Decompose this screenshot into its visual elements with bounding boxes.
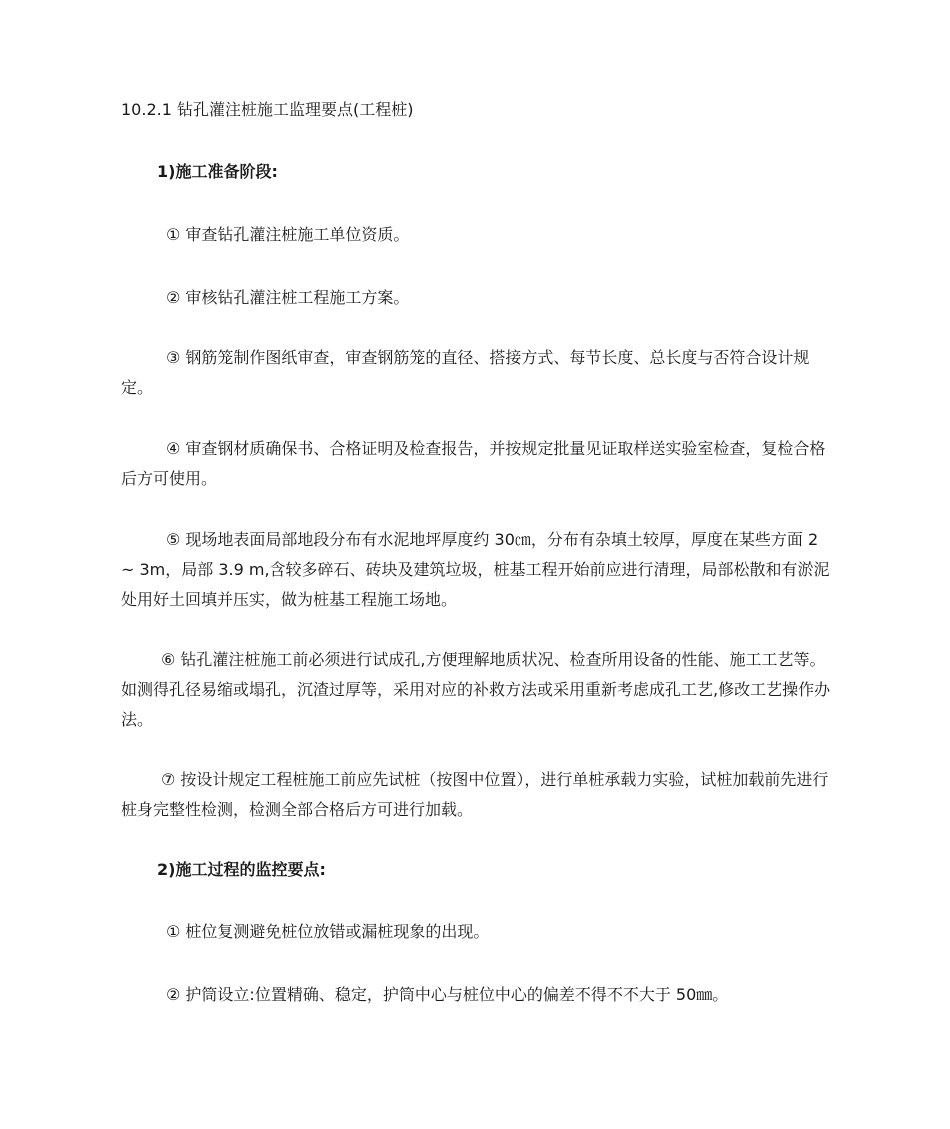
list-item: ① 桩位复测避免桩位放错或漏桩现象的出现。 <box>166 922 490 941</box>
list-item: ④ 审查钢材质确保书、合格证明及检查报告，并按规定批量见证取样送实验室检查，复检合格后方可使用。 <box>121 439 826 488</box>
list-item: ⑥ 钻孔灌注桩施工前必须进行试成孔,方便理解地质状况、检查所用设备的性能、施工工艺等。如测得孔径易缩或塌孔，沉渣过厚等，采用对应的补救方法或采用重新考虑成孔工艺,修改工艺操作办法。 <box>121 650 831 729</box>
section-heading-monitoring: 2)施工过程的监控要点: <box>157 860 326 879</box>
document-title: 10.2.1 钻孔灌注桩施工监理要点(工程桩) <box>121 100 414 119</box>
list-item: ⑦ 按设计规定工程桩施工前应先试桩（按图中位置），进行单桩承载力实验，试桩加载前先进行桩身完整性检测，检测全部合格后方可进行加载。 <box>121 770 829 819</box>
list-item: ② 护筒设立:位置精确、稳定，护筒中心与桩位中心的偏差不得不不大于 50㎜。 <box>166 985 729 1004</box>
list-item: ② 审核钻孔灌注桩工程施工方案。 <box>166 288 410 307</box>
list-item: ⑤ 现场地表面局部地段分布有水泥地坪厚度约 30㎝，分布有杂填土较厚，厚度在某些方面 2 ~ 3m，局部 3.9 m,含较多碎石、砖块及建筑垃圾，桩基工程开始前应进行清理，局部松散和有淤泥处用好土回填并压实，做为桩基工程施工场地。 <box>121 530 830 609</box>
list-item: ① 审查钻孔灌注桩施工单位资质。 <box>166 225 410 244</box>
section-heading-preparation: 1)施工准备阶段: <box>157 162 278 181</box>
list-item: ③ 钢筋笼制作图纸审查，审查钢筋笼的直径、搭接方式、每节长度、总长度与否符合设计规定。 <box>121 348 810 397</box>
